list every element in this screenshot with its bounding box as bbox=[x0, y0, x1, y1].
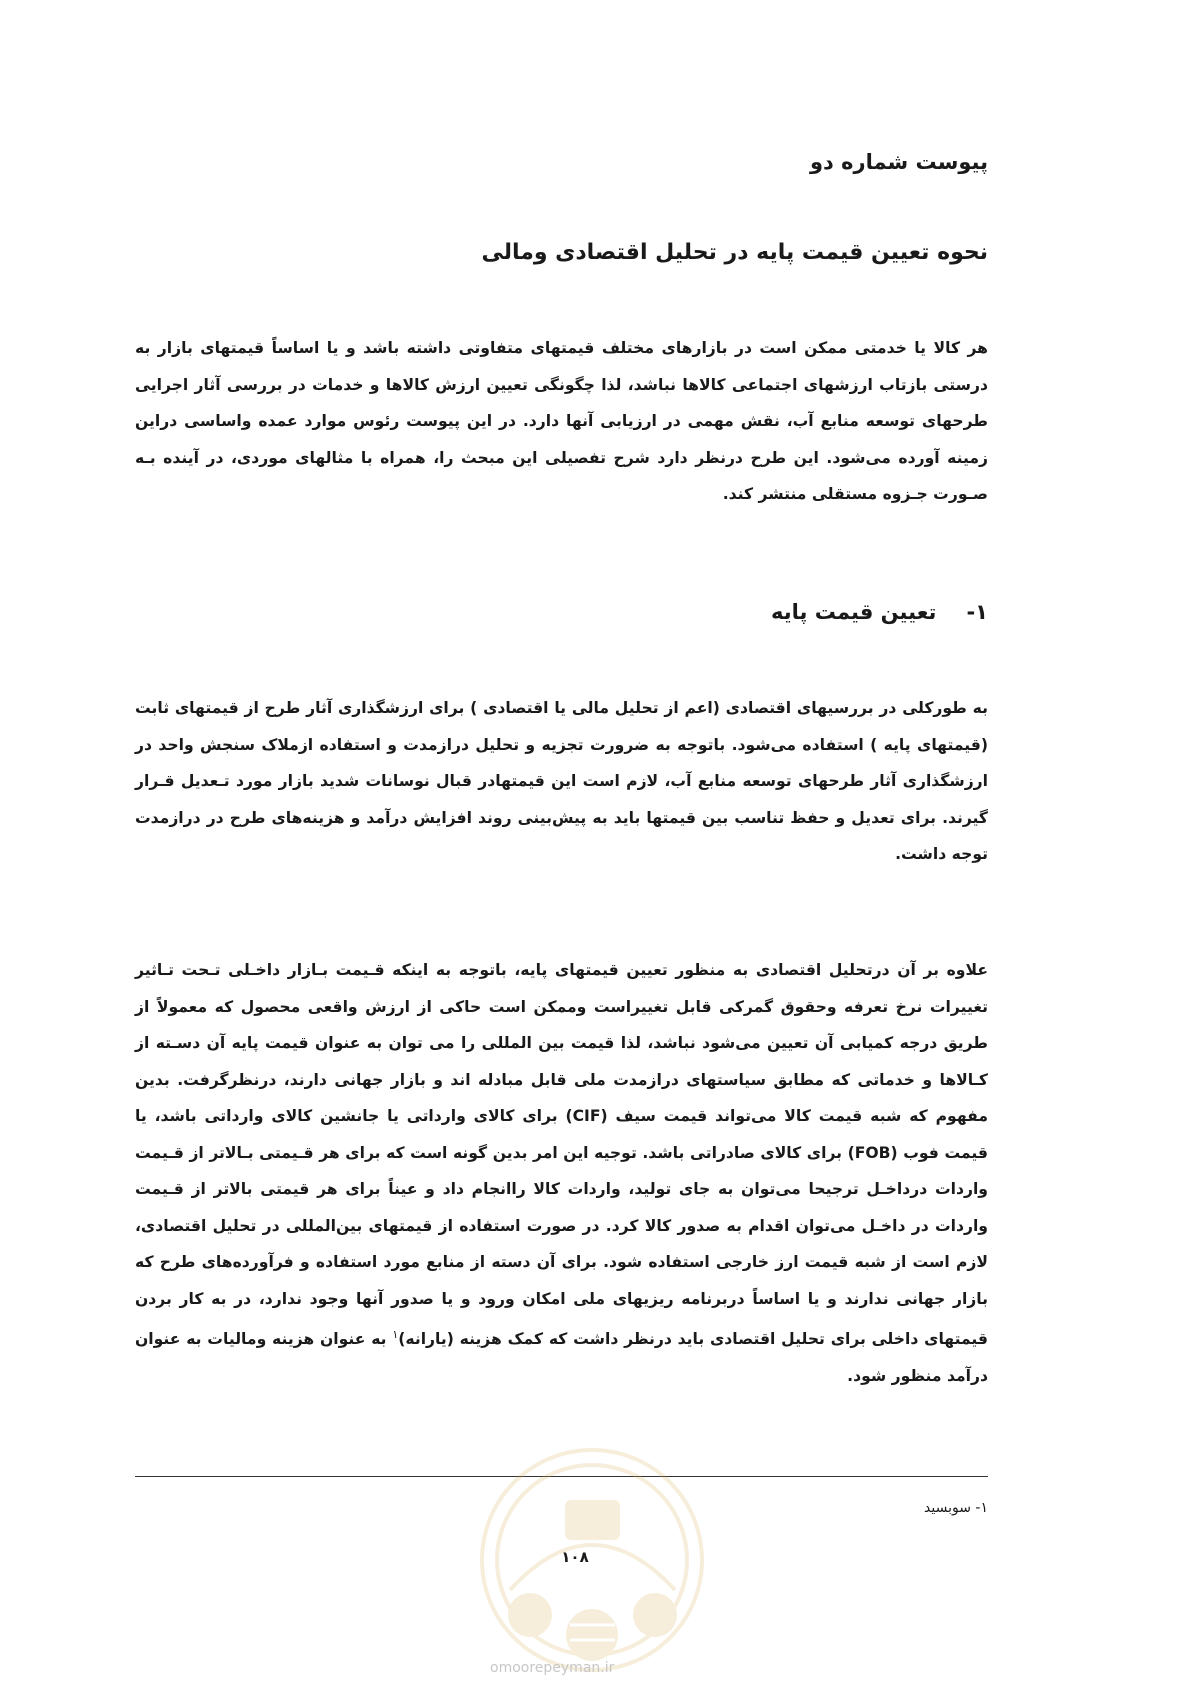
watermark-site-text: omoorepeyman.ir bbox=[490, 1660, 615, 1676]
section-heading bbox=[771, 600, 988, 624]
paragraph-3 bbox=[135, 952, 988, 1394]
section-title: تعیین قیمت پایه bbox=[771, 600, 937, 624]
main-title: نحوه تعیین قیمت پایه در تحلیل اقتصادی ومالی bbox=[481, 240, 988, 265]
section-number: ۱- bbox=[966, 600, 988, 624]
paragraph-3-body: علاوه بر آن درتحلیل اقتصادی به منظور تعیین قیمتهای پایه، باتوجه به اینکه قـیمت بـازار داخـلی تـحت تـاثیر تغییرات نرخ تعرفه وحقوق گمرکی قابل تغییراست وممکن است حاکی از ارزش واقعی محصول که معمولاً از طریق درجه کمیابی آن تعیین می‌شود نباشد، لذا قیمت بین المللی را می توان به عنوان قیمت پایه آن دسـته از کـالاها و خدماتی که مطابق سیاستهای درازمدت ملی قابل مبادله اند و بازار جهانی دارند، درنظرگرفت. بدین مفهوم که شبه قیمت کالا می‌تواند قیمت سیف (CIF) برای کالای وارداتی یا جانشین کالای وارداتی باشد، یا قیمت فوب (FOB) برای کالای صادراتی باشد. توجیه این امر بدین گونه است که برای هر قـیمتی بـالاتر از قـیمت واردات درداخـل ترجیحا می‌توان به جای تولید، واردات کالا راانجام داد و عیناً برای هر قیمتی بالاتر از قـیمت واردات در داخـل می‌توان اقدام به صدور کالا کرد. در صورت استفاده از قیمتهای بین‌المللی در تحلیل اقتصادی، لازم است از شبه قیمت ارز خارجی استفاده شود. برای آن دسته از منابع مورد استفاده و فرآورده‌های طرح که بازار جهانی ندارند و یا اساساً دربرنامه ریزیهای ملی امکان ورود و یا صدور آنها وجود ندارد، در به کار بردن قیمتهای داخلی برای تحلیل اقتصادی باید درنظر داشت که کمک هزینه (یارانه) bbox=[135, 961, 988, 1349]
paragraph-3-tail: به عنوان هزینه ومالیات به عنوان درآمد منظور شود. bbox=[135, 1330, 988, 1385]
appendix-title: پیوست شماره دو bbox=[809, 150, 988, 174]
page-number: ۱۰۸ bbox=[561, 1548, 589, 1566]
footnote: ۱- سوبسید bbox=[924, 1500, 988, 1516]
footnote-reference[interactable]: ۱ bbox=[392, 1328, 399, 1341]
paragraph-2: به طورکلی در بررسیهای اقتصادی (اعم از تحلیل مالی یا اقتصادی ) برای ارزشگذاری آثار طرح از قیمتهای ثابت (قیمتهای پایه ) استفاده می‌شود. باتوجه به ضرورت تجزیه و تحلیل درازمدت و استفاده ازملاک سنجش واحد در ارزشگذاری آثار طرحهای توسعه منابع آب، لازم است این قیمتهادر قبال نوسانات شدید بازار مورد تـعدیل قـرار گیرند. برای تعدیل و حفظ تناسب بین قیمتها باید به پیش‌بینی روند افزایش درآمد و هزینه‌های طرح در درازمدت توجه داشت. bbox=[135, 699, 988, 863]
intro-paragraph: هر کالا یا خدمتی ممکن است در بازارهای مختلف قیمتهای متفاوتی داشته باشد و یا اساساً قیمتهای بازار به درستی بازتاب ارزشهای اجتماعی کالاها نباشد، لذا چگونگی تعیین ارزش کالاها و خدمات در بررسی آثار اجرایی طرحهای توسعه منابع آب، نقش مهمی در ارزیابی آنها دارد. در این پیوست رئوس موارد عمده واساسی دراین زمینه آورده می‌شود. این طرح درنظر دارد شرح تفصیلی این مبحث را، همراه با مثالهای موردی، در آینده بـه صـورت جـزوه مستقلی منتشر کند. bbox=[135, 339, 988, 503]
